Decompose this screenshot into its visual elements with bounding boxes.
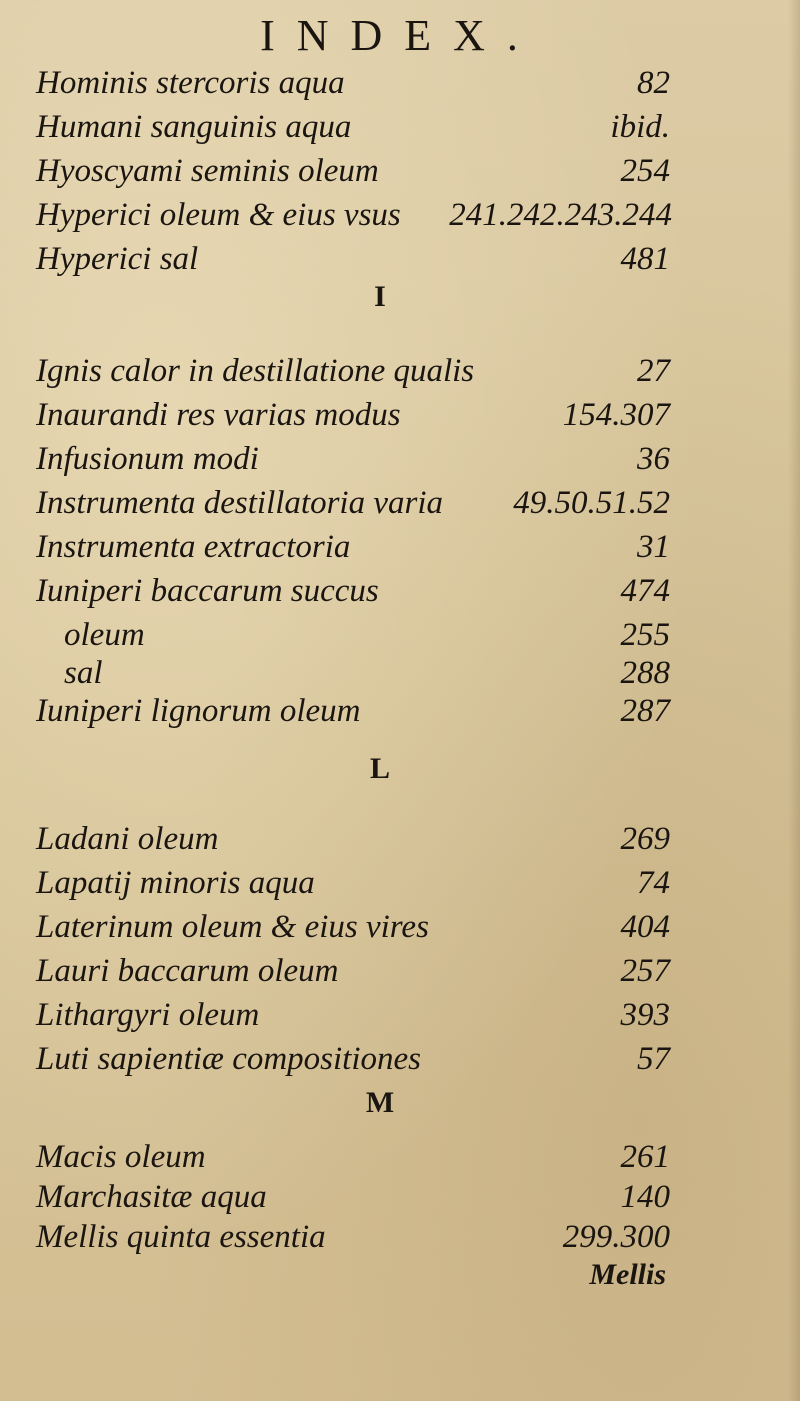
index-entry bbox=[0, 994, 800, 1036]
index-subentry bbox=[0, 614, 800, 656]
index-entry bbox=[0, 350, 800, 392]
entry-page: 255 bbox=[620, 617, 670, 653]
entry-page: 474 bbox=[620, 573, 670, 609]
entry-page: 27 bbox=[637, 353, 670, 389]
index-entry bbox=[0, 482, 800, 524]
index-entry bbox=[0, 1136, 800, 1178]
entry-page: 57 bbox=[637, 1041, 670, 1077]
entry-page: 36 bbox=[637, 441, 670, 477]
entry-term: Lithargyri oleum bbox=[36, 997, 260, 1033]
entry-page: 140 bbox=[620, 1179, 670, 1215]
entry-term: Iuniperi lignorum oleum bbox=[36, 693, 361, 729]
entry-term: Lauri baccarum oleum bbox=[36, 953, 339, 989]
index-entry bbox=[0, 238, 800, 280]
entry-page: 49.50.51.52 bbox=[513, 485, 670, 521]
entry-page: 287 bbox=[620, 693, 670, 729]
index-entry bbox=[0, 438, 800, 480]
index-entry bbox=[0, 62, 800, 104]
index-entry bbox=[0, 1176, 800, 1218]
entry-page: 82 bbox=[637, 65, 670, 101]
entry-page: 481 bbox=[620, 241, 670, 277]
index-entry bbox=[0, 950, 800, 992]
page-edge-shadow bbox=[788, 0, 800, 1401]
entry-term: Hominis stercoris aqua bbox=[36, 65, 345, 101]
entry-page: 154.307 bbox=[562, 397, 670, 433]
entry-term: Ignis calor in destillatione qualis bbox=[36, 353, 475, 389]
index-entry bbox=[0, 906, 800, 948]
entry-term: Hyperici oleum & eius vsus bbox=[36, 197, 401, 233]
entry-page: 31 bbox=[637, 529, 670, 565]
index-entry bbox=[0, 570, 800, 612]
index-entry bbox=[0, 526, 800, 568]
entry-page: ibid. bbox=[610, 109, 670, 145]
index-entry bbox=[0, 1038, 800, 1080]
entry-term: Ladani oleum bbox=[36, 821, 219, 857]
catchword: Mellis bbox=[589, 1258, 666, 1291]
index-entry bbox=[0, 690, 800, 732]
entry-page: 261 bbox=[620, 1139, 670, 1175]
entry-term: Lapatij minoris aqua bbox=[36, 865, 315, 901]
entry-term: Luti sapientiæ compositiones bbox=[36, 1041, 422, 1077]
index-entry bbox=[0, 150, 800, 192]
entry-page: 393 bbox=[620, 997, 670, 1033]
entry-term: Instrumenta extractoria bbox=[36, 529, 351, 565]
section-letter-l: L bbox=[369, 752, 390, 785]
entry-page: 74 bbox=[637, 865, 670, 901]
index-entry bbox=[0, 1216, 800, 1258]
entry-term: Hyoscyami seminis oleum bbox=[36, 153, 379, 189]
entry-term: Infusionum modi bbox=[36, 441, 259, 477]
entry-page: 257 bbox=[620, 953, 670, 989]
section-letter-m: M bbox=[365, 1086, 395, 1119]
entry-term: Laterinum oleum & eius vires bbox=[36, 909, 429, 945]
section-letter-i: I bbox=[374, 280, 386, 313]
entry-term: sal bbox=[64, 655, 103, 691]
page-header: INDEX. bbox=[260, 11, 540, 60]
entry-term: Inaurandi res varias modus bbox=[36, 397, 401, 433]
entry-page: 404 bbox=[620, 909, 670, 945]
index-entry bbox=[0, 862, 800, 904]
index-entry bbox=[0, 106, 800, 148]
entry-page: 288 bbox=[620, 655, 670, 691]
entry-term: Marchasitæ aqua bbox=[36, 1179, 267, 1215]
entry-term: Macis oleum bbox=[36, 1139, 206, 1175]
entry-page: 254 bbox=[620, 153, 670, 189]
index-subentry bbox=[0, 652, 800, 694]
index-entry bbox=[0, 818, 800, 860]
entry-term: Iuniperi baccarum succus bbox=[36, 573, 379, 609]
entry-term: Hyperici sal bbox=[36, 241, 199, 277]
index-entry bbox=[0, 194, 800, 236]
entry-page: 299.300 bbox=[562, 1219, 670, 1255]
entry-page: 241.242.243.244 bbox=[449, 197, 672, 233]
entry-term: oleum bbox=[64, 617, 145, 653]
entry-term: Instrumenta destillatoria varia bbox=[36, 485, 443, 521]
entry-page: 269 bbox=[620, 821, 670, 857]
entry-term: Humani sanguinis aqua bbox=[36, 109, 352, 145]
entry-term: Mellis quinta essentia bbox=[36, 1219, 326, 1255]
index-entry bbox=[0, 394, 800, 436]
